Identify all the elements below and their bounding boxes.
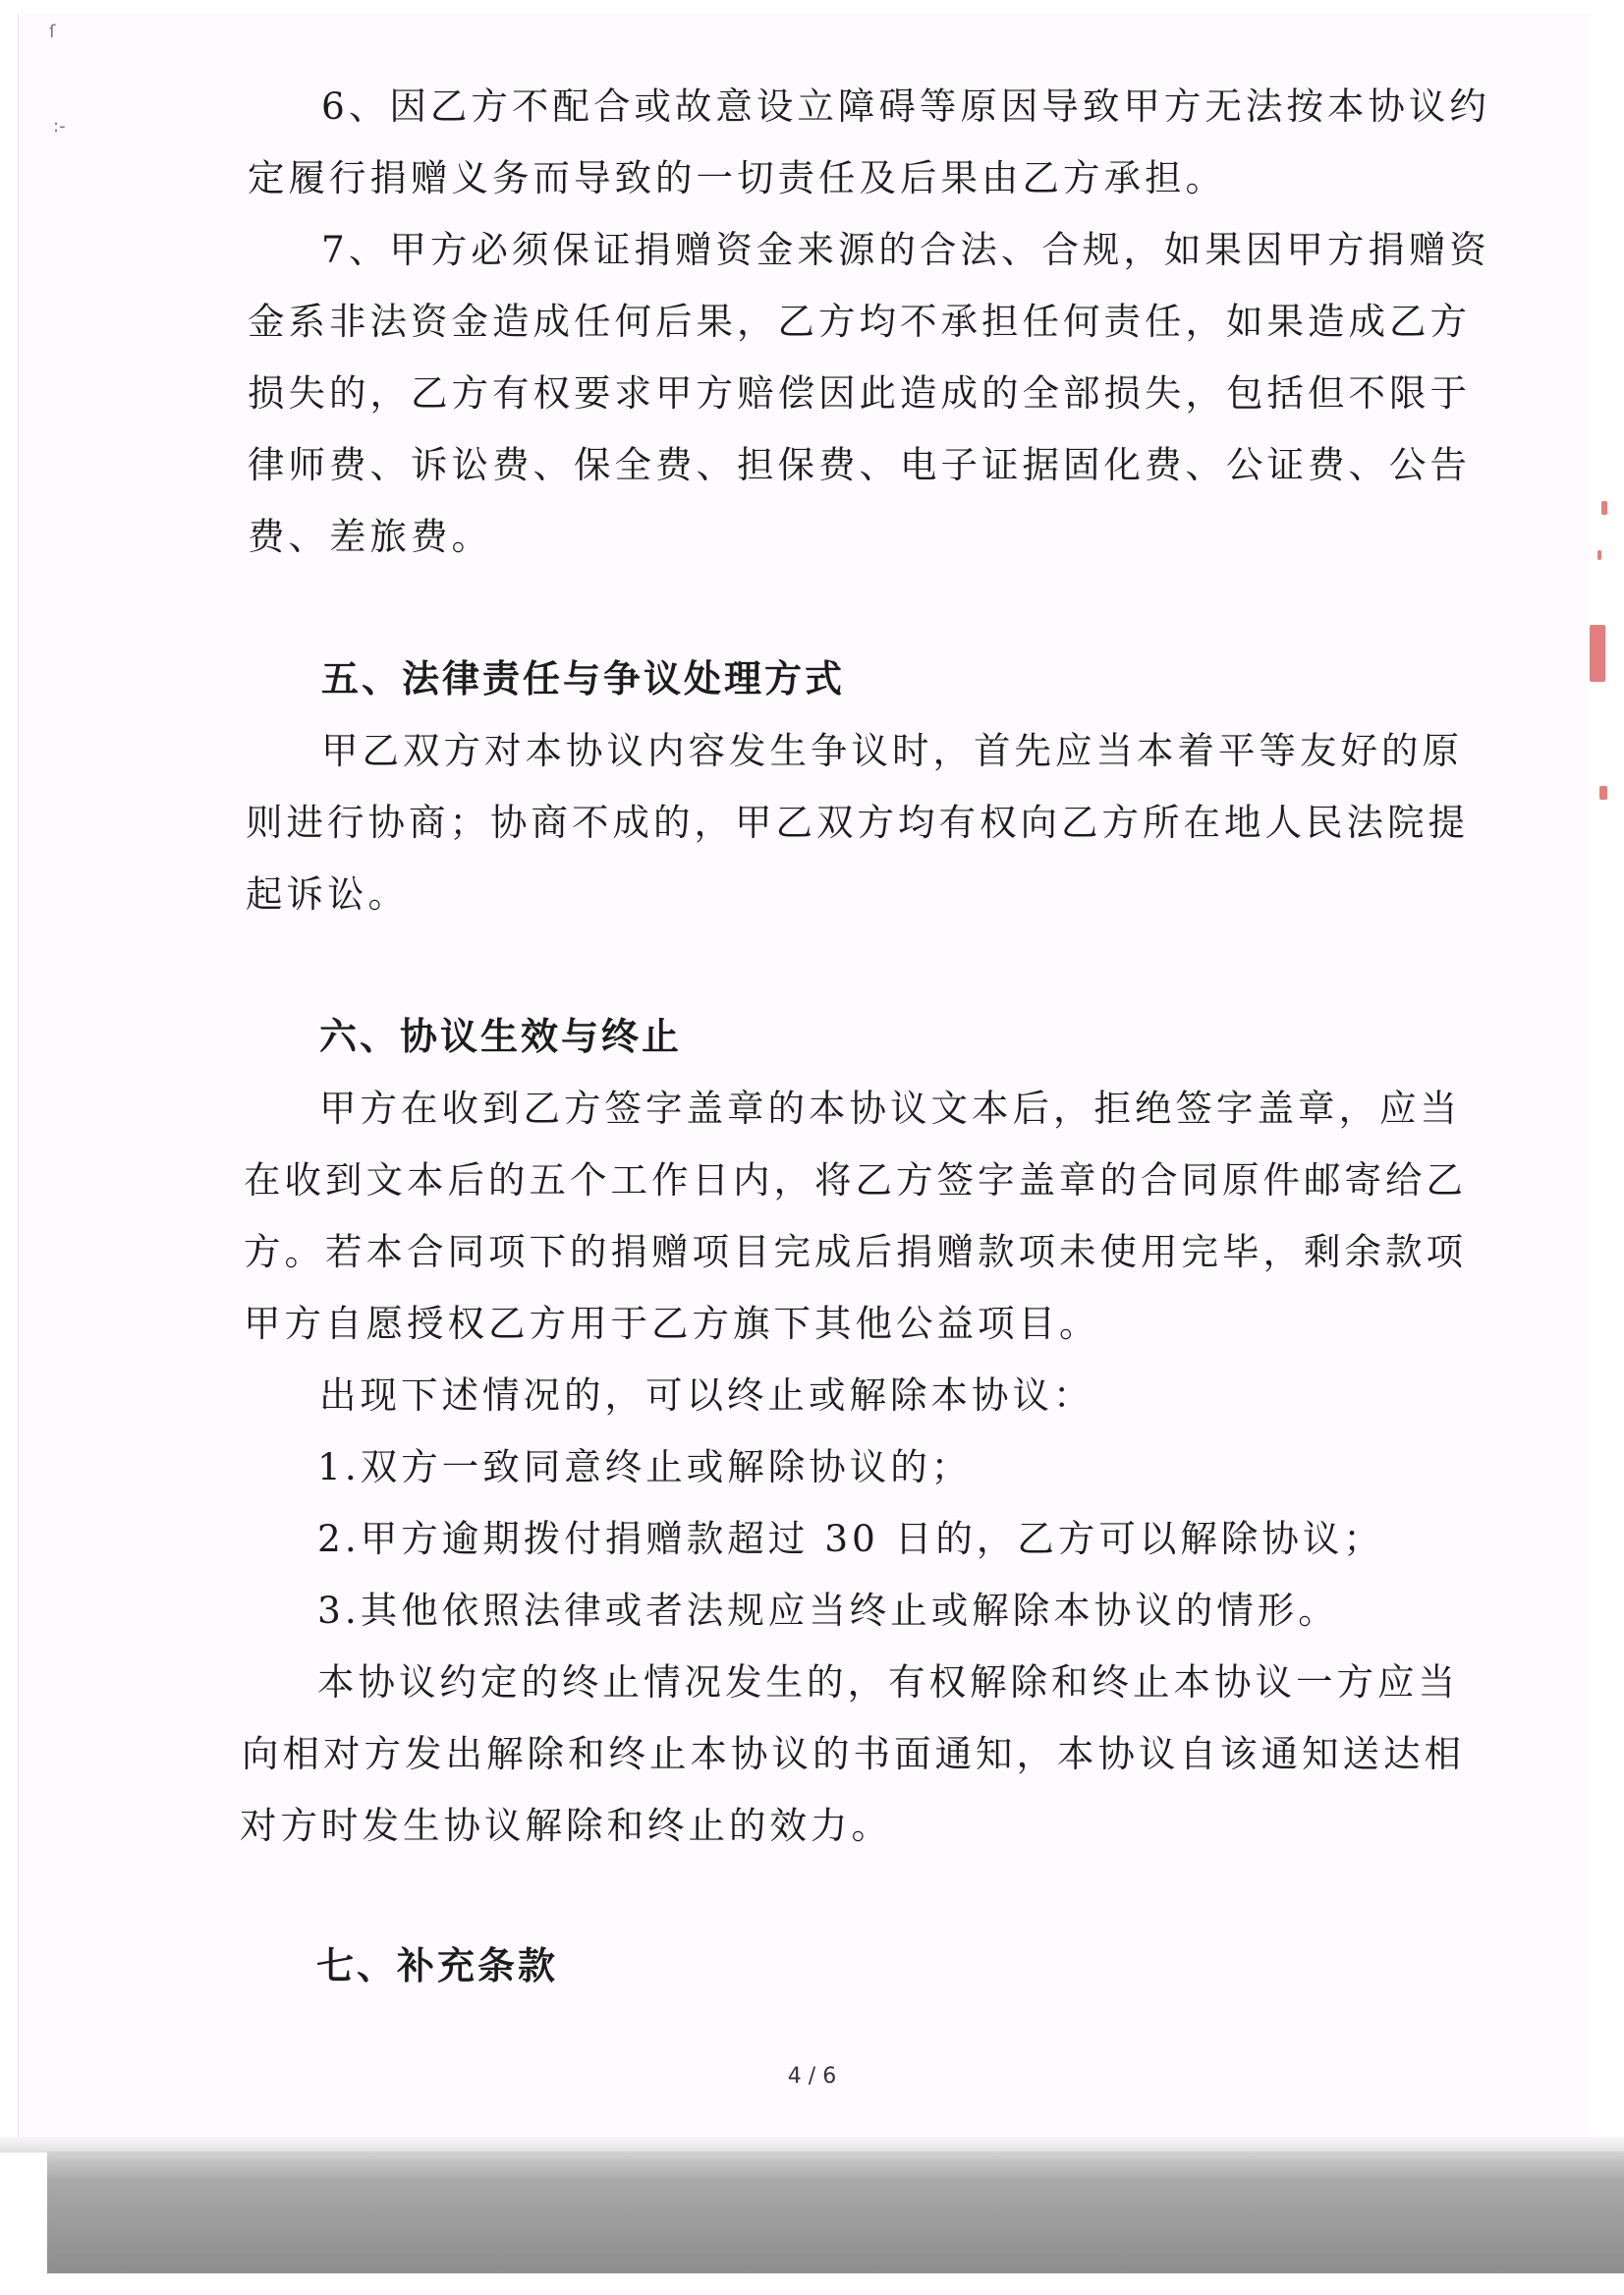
scanner-shadow-band (47, 2152, 1624, 2273)
seal-trace (1601, 501, 1607, 515)
paragraph-line: 6、因乙方不配合或故意设立障碍等原因导致甲方无法按本协议约 (321, 84, 1490, 128)
section-heading-6: 六、协议生效与终止 (319, 1014, 683, 1058)
paragraph-line: 出现下述情况的，可以终止或解除本协议： (319, 1373, 1094, 1417)
seal-trace (1590, 625, 1605, 682)
paragraph-line: 在收到文本后的五个工作日内，将乙方签字盖章的合同原件邮寄给乙 (244, 1158, 1467, 1202)
paragraph-line: 起诉讼。 (246, 872, 409, 916)
list-item: 3.其他依照法律或者法规应当终止或解除本协议的情形。 (317, 1589, 1339, 1632)
paragraph-line: 甲乙双方对本协议内容发生争议时，首先应当本着平等友好的原 (321, 729, 1463, 772)
list-item: 1.双方一致同意终止或解除协议的； (317, 1445, 973, 1488)
seal-trace (1597, 550, 1601, 560)
paragraph-line: 金系非法资金造成任何后果，乙方均不承担任何责任，如果造成乙方 (248, 300, 1471, 343)
paragraph-line: 向相对方发出解除和终止本协议的书面通知，本协议自该通知送达相 (242, 1732, 1465, 1775)
seal-trace (1599, 786, 1607, 800)
scan-artifact: :- (53, 116, 66, 137)
paragraph-line: 损失的，乙方有权要求甲方赔偿因此造成的全部损失，包括但不限于 (248, 371, 1471, 415)
paragraph-line: 甲方在收到乙方签字盖章的本协议文本后，拒绝签字盖章，应当 (319, 1087, 1461, 1130)
paragraph-line: 对方时发生协议解除和终止的效力。 (240, 1804, 892, 1847)
list-item: 2.甲方逾期拨付捐赠款超过 30 日的，乙方可以解除协议； (317, 1517, 1384, 1560)
section-heading-5: 五、法律责任与争议处理方式 (321, 656, 846, 700)
paragraph-line: 则进行协商；协商不成的，甲乙双方均有权向乙方所在地人民法院提 (246, 801, 1469, 844)
scan-artifact: ſ (49, 22, 56, 42)
page-number: 4 / 6 (787, 2064, 837, 2089)
paragraph-line: 费、差旅费。 (248, 515, 492, 558)
paragraph-line: 律师费、诉讼费、保全费、担保费、电子证据固化费、公证费、公告 (248, 443, 1471, 486)
paragraph-line: 方。若本合同项下的捐赠项目完成后捐赠款项未使用完毕，剩余款项 (244, 1230, 1467, 1273)
scan-edge (0, 2137, 1624, 2153)
scan-bottom-margin (47, 2273, 1624, 2295)
paragraph-line: 甲方自愿授权乙方用于乙方旗下其他公益项目。 (244, 1302, 1100, 1345)
paragraph-line: 本协议约定的终止情况发生的，有权解除和终止本协议一方应当 (317, 1660, 1459, 1704)
paragraph-line: 7、甲方必须保证捐赠资金来源的合法、合规，如果因甲方捐赠资 (321, 228, 1490, 271)
section-heading-7: 七、补充条款 (316, 1943, 559, 1987)
paragraph-line: 定履行捐赠义务而导致的一切责任及后果由乙方承担。 (248, 156, 1226, 199)
